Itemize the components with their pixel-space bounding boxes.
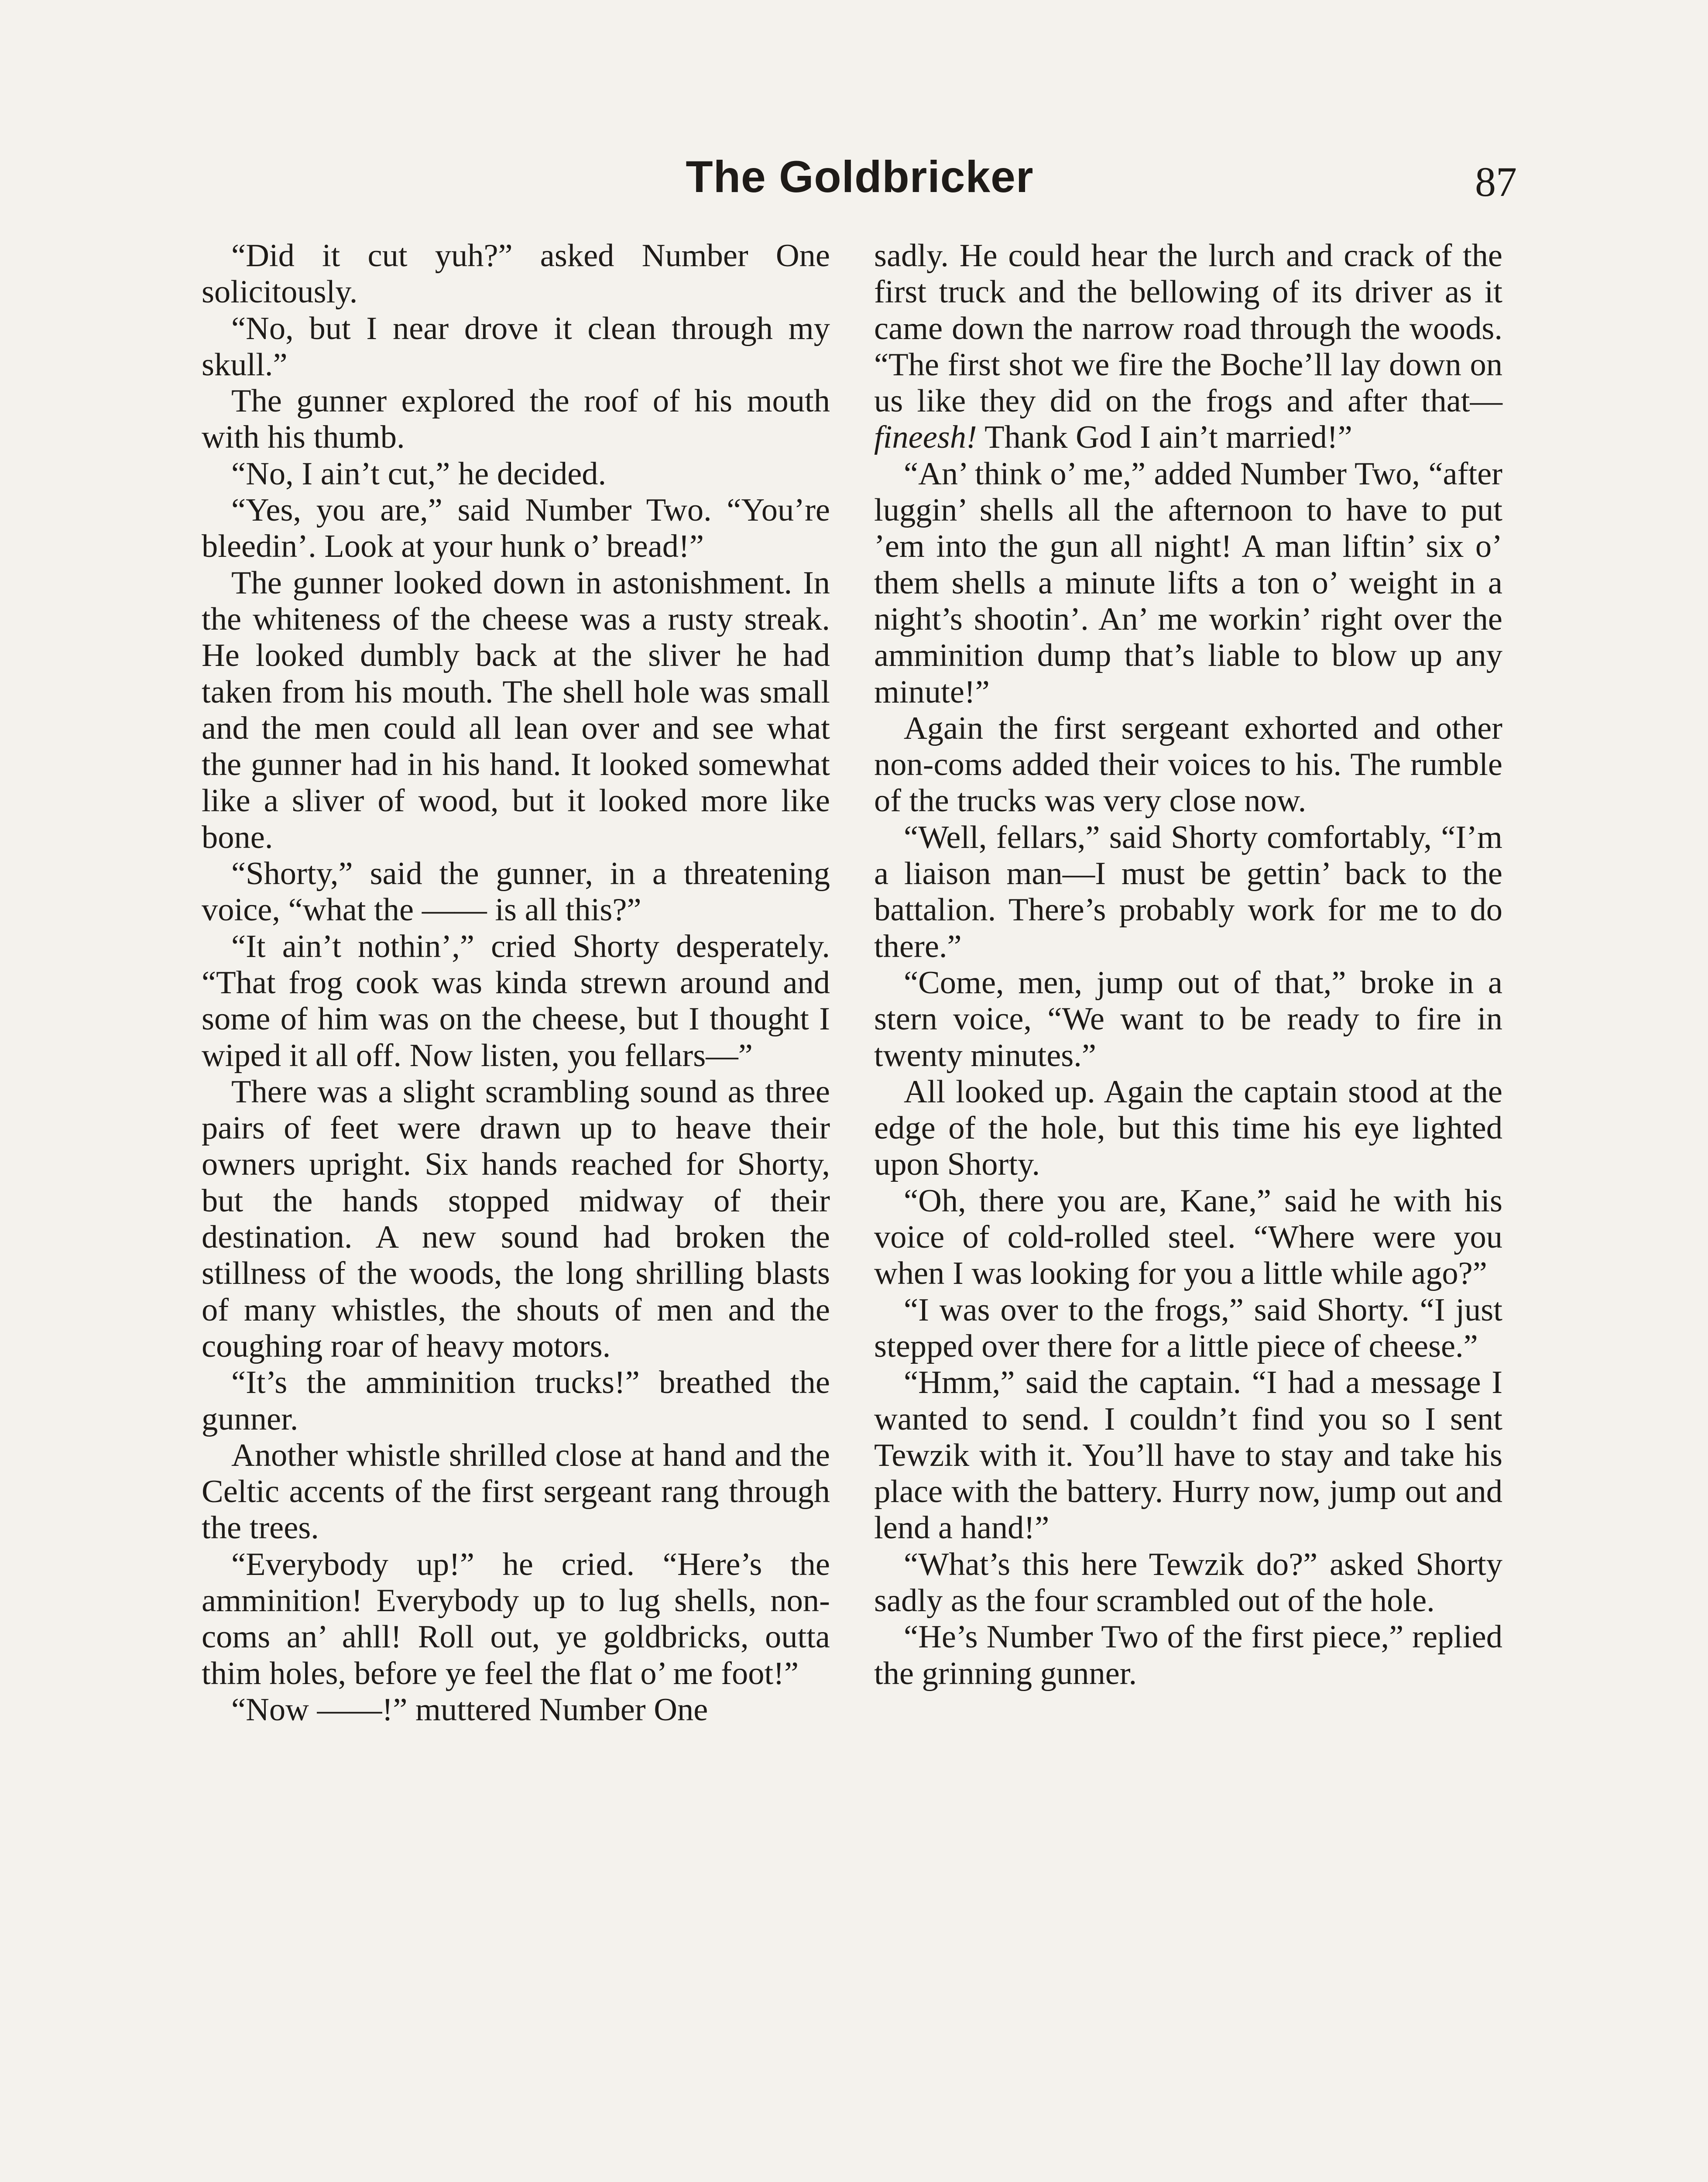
paragraph: “Shorty,” said the gunner, in a threatening voice, “what the —— is all this?” — [202, 856, 830, 928]
paragraph: “I was over to the frogs,” said Shorty. “I just stepped over there for a little piece of cheese.” — [874, 1292, 1502, 1364]
paragraph: Another whistle shrilled close at hand and the Celtic accents of the first sergeant rang through the trees. — [202, 1437, 830, 1546]
paragraph: “Come, men, jump out of that,” broke in a stern voice, “We want to be ready to fire in twenty minutes.” — [874, 964, 1502, 1074]
paragraph: “Yes, you are,” said Number Two. “You’re bleedin’. Look at your hunk o’ bread!” — [202, 492, 830, 565]
paragraph: “An’ think o’ me,” added Number Two, “after luggin’ shells all the afternoon to have to put ’em into the gun all night! A man liftin’ six o’ them shells a minute lifts a ton o’ weight in a night’s shootin’. An’ me workin’ right over the amminition dump that’s liable to blow up any minute!” — [874, 456, 1502, 710]
page-header — [0, 144, 1708, 209]
running-title: The Goldbricker — [686, 152, 1034, 202]
paragraph: “It’s the amminition trucks!” breathed the gunner. — [202, 1365, 830, 1437]
paragraph: The gunner explored the roof of his mouth with his thumb. — [202, 383, 830, 456]
paragraph: There was a slight scrambling sound as three pairs of feet were drawn up to heave their owners upright. Six hands reached for Shorty, but the hands stopped midway of their destination. A new sound had broken the stillness of the woods, the long shrilling blasts of many whistles, the shouts of men and the coughing roar of heavy motors. — [202, 1074, 830, 1364]
emphasized-word: fineesh! — [874, 419, 977, 456]
paragraph: “Hmm,” said the captain. “I had a message I wanted to send. I couldn’t find you so I sent Tewzik with it. You’ll have to stay and take his place with the battery. Hurry now, jump out and lend a hand!” — [874, 1365, 1502, 1546]
paragraph: “Everybody up!” he cried. “Here’s the amminition! Everybody up to lug shells, non-coms an’ ahll! Roll out, ye goldbricks, outta thim holes, before ye feel the flat o’ me foot!” — [202, 1546, 830, 1691]
left-column — [202, 238, 830, 1728]
right-column — [874, 238, 1502, 1692]
paragraph: “Now ——!” muttered Number One — [231, 1691, 708, 1728]
paragraph: “He’s Number Two of the first piece,” replied the grinning gunner. — [874, 1619, 1502, 1691]
continued-text-end: Thank God I ain’t married!” — [977, 419, 1352, 456]
paragraph: “No, but I near drove it clean through my skull.” — [202, 310, 830, 383]
paragraph: “Did it cut yuh?” asked Number One solicitously. — [202, 238, 830, 310]
continued-paragraph — [874, 238, 1502, 456]
paragraph: “Well, fellars,” said Shorty comfortably, “I’m a liaison man—I must be gettin’ back to the battalion. There’s probably work for me to do there.” — [874, 819, 1502, 964]
paragraph: All looked up. Again the captain stood at the edge of the hole, but this time his eye lighted upon Shorty. — [874, 1074, 1502, 1183]
paragraph: “No, I ain’t cut,” he decided. — [231, 456, 607, 492]
paragraph: “What’s this here Tewzik do?” asked Shorty sadly as the four scrambled out of the hole. — [874, 1546, 1502, 1619]
paragraph: Again the first sergeant exhorted and other non-coms added their voices to his. The rumble of the trucks was very close now. — [874, 710, 1502, 819]
paragraph: “It ain’t nothin’,” cried Shorty desperately. “That frog cook was kinda strewn around and some of him was on the cheese, but I thought I wiped it all off. Now listen, you fellars—” — [202, 928, 830, 1074]
continued-text: sadly. He could hear the lurch and crack of the first truck and the bellowing of its driver as it came down the narrow road through the woods. “The first shot we fire the Boche’ll lay down on us like they did on the frogs and after that— — [874, 238, 1502, 419]
paragraph: The gunner looked down in astonishment. In the whiteness of the cheese was a rusty streak. He looked dumbly back at the sliver he had taken from his mouth. The shell hole was small and the men could all lean over and see what the gunner had in his hand. It looked somewhat like a sliver of wood, but it looked more like bone. — [202, 565, 830, 855]
page-number: 87 — [1475, 158, 1517, 205]
paragraph: “Oh, there you are, Kane,” said he with his voice of cold-rolled steel. “Where were you when I was looking for you a little while ago?” — [874, 1183, 1502, 1292]
